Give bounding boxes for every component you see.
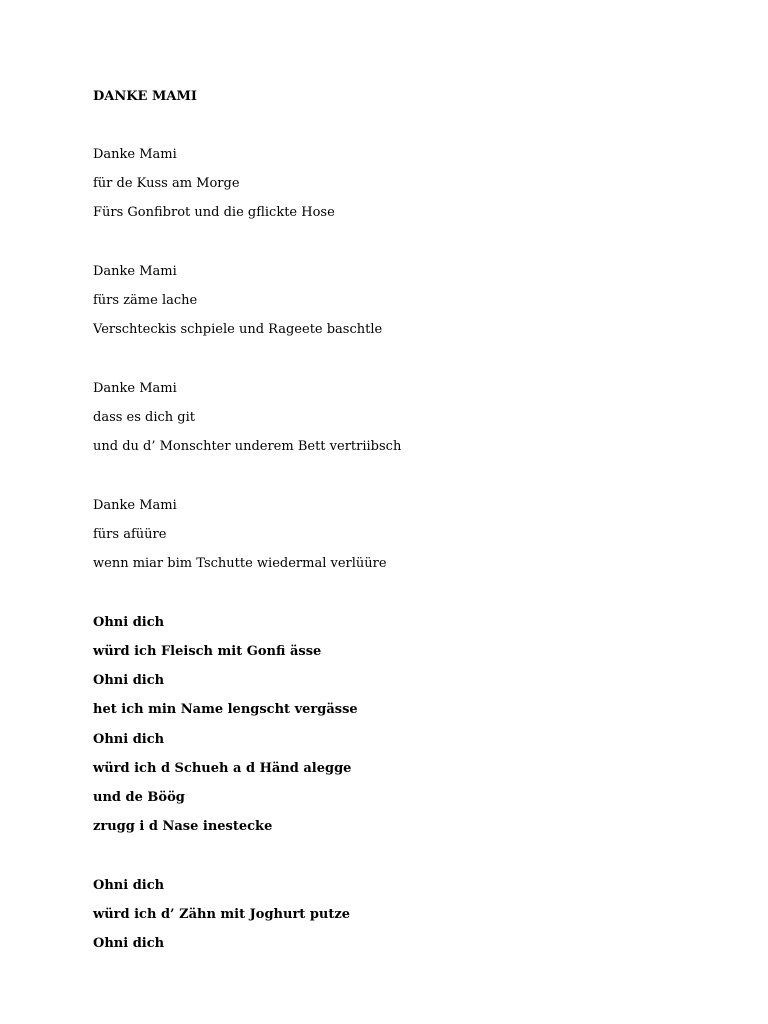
poem-line: und du d’ Monschter underem Bett vertriibsch: [93, 439, 402, 454]
poem-line: wenn miar bim Tschutte wiedermal verlüüre: [93, 556, 387, 571]
poem-line: zrugg i d Nase inestecke: [93, 819, 273, 834]
poem-line: Ohni dich: [93, 878, 165, 893]
document-title: DANKE MAMI: [93, 89, 197, 104]
poem-line: Ohni dich: [93, 732, 165, 747]
poem-line: dass es dich git: [93, 410, 196, 425]
poem-line: würd ich d Schueh a d Händ alegge: [93, 761, 352, 776]
poem-line: und de Böög: [93, 790, 185, 805]
poem-line: Ohni dich: [93, 615, 165, 630]
poem-line: fürs afüüre: [93, 527, 167, 542]
poem-line: würd ich d’ Zähn mit Joghurt putze: [93, 907, 351, 922]
poem-line: Ohni dich: [93, 936, 165, 951]
poem-line: Danke Mami: [93, 498, 177, 513]
poem-line: het ich min Name lengscht vergässe: [93, 702, 358, 717]
poem-line: Danke Mami: [93, 147, 177, 162]
poem-line: Danke Mami: [93, 264, 177, 279]
poem-line: für de Kuss am Morge: [93, 176, 240, 191]
poem-line: fürs zäme lache: [93, 293, 198, 308]
poem-line: Ohni dich: [93, 673, 165, 688]
poem-line: Verschteckis schpiele und Rageete baschtle: [93, 322, 383, 337]
poem-line: Danke Mami: [93, 381, 177, 396]
poem-line: Fürs Gonfibrot und die gflickte Hose: [93, 205, 335, 220]
poem-line: würd ich Fleisch mit Gonfi ässe: [93, 644, 322, 659]
